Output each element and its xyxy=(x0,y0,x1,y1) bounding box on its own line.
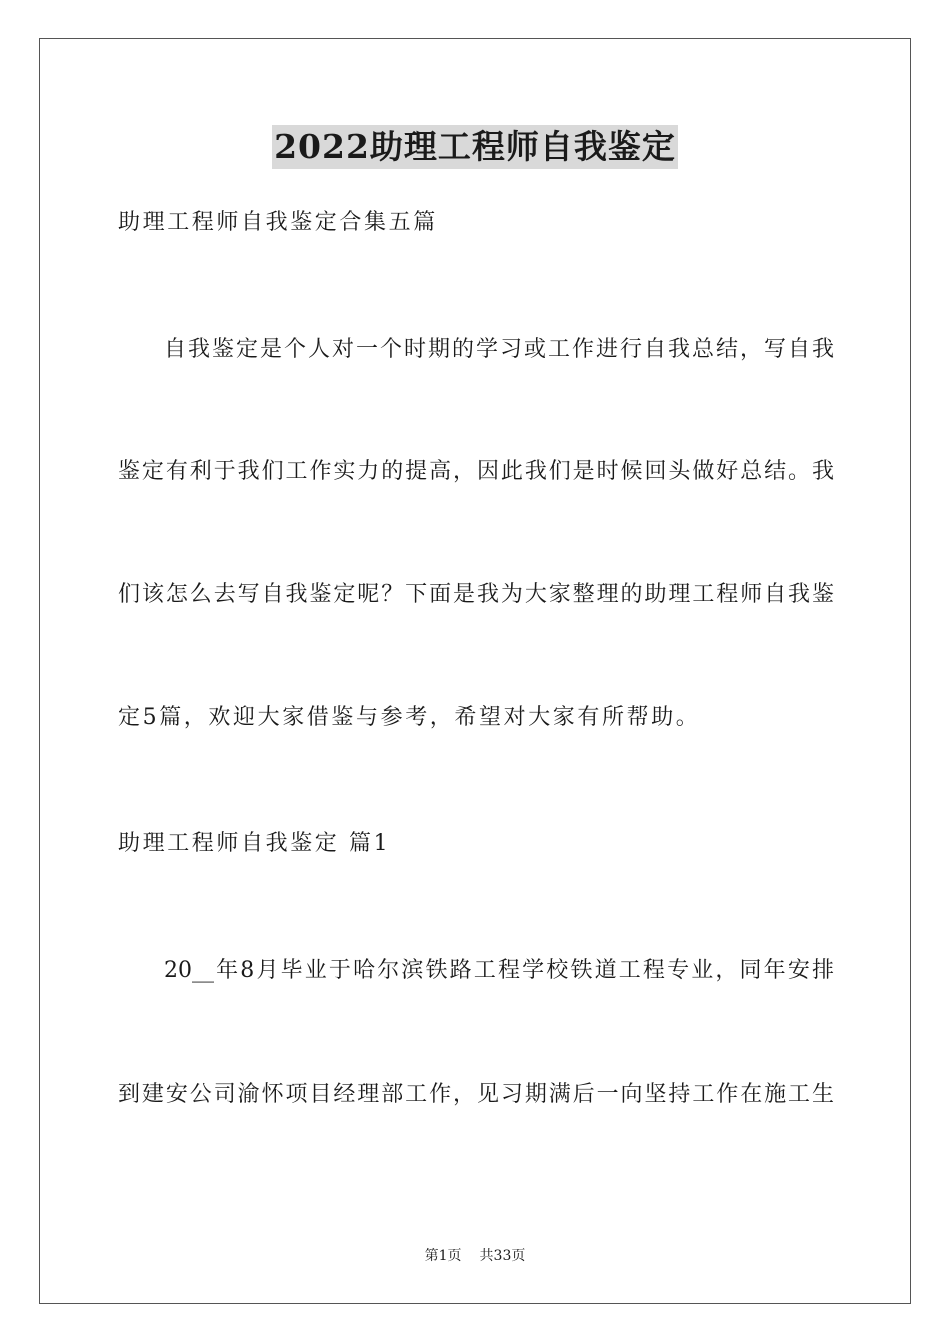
title-container xyxy=(0,125,950,169)
paragraph-line: 们该怎么去写自我鉴定呢？下面是我为大家整理的助理工程师自我鉴 xyxy=(118,582,834,607)
page-total: 共33页 xyxy=(479,1248,526,1264)
paragraph-line: 到建安公司渝怀项目经理部工作，见习期满后一向坚持工作在施工生 xyxy=(118,1082,834,1107)
section-heading: 助理工程师自我鉴定 篇1 xyxy=(118,831,391,856)
paragraph-line: 20__年8月毕业于哈尔滨铁路工程学校铁道工程专业，同年安排 xyxy=(164,958,834,983)
paragraph-line: 定5篇，欢迎大家借鉴与参考，希望对大家有所帮助。 xyxy=(118,705,701,730)
subtitle-line: 助理工程师自我鉴定合集五篇 xyxy=(118,210,438,235)
paragraph-line: 自我鉴定是个人对一个时期的学习或工作进行自我总结，写自我 xyxy=(164,337,834,362)
document-title: 2022助理工程师自我鉴定 xyxy=(272,125,678,169)
page-footer xyxy=(0,1246,950,1266)
page-number: 第1页 xyxy=(424,1248,462,1264)
paragraph-line: 鉴定有利于我们工作实力的提高，因此我们是时候回头做好总结。我 xyxy=(118,459,834,484)
